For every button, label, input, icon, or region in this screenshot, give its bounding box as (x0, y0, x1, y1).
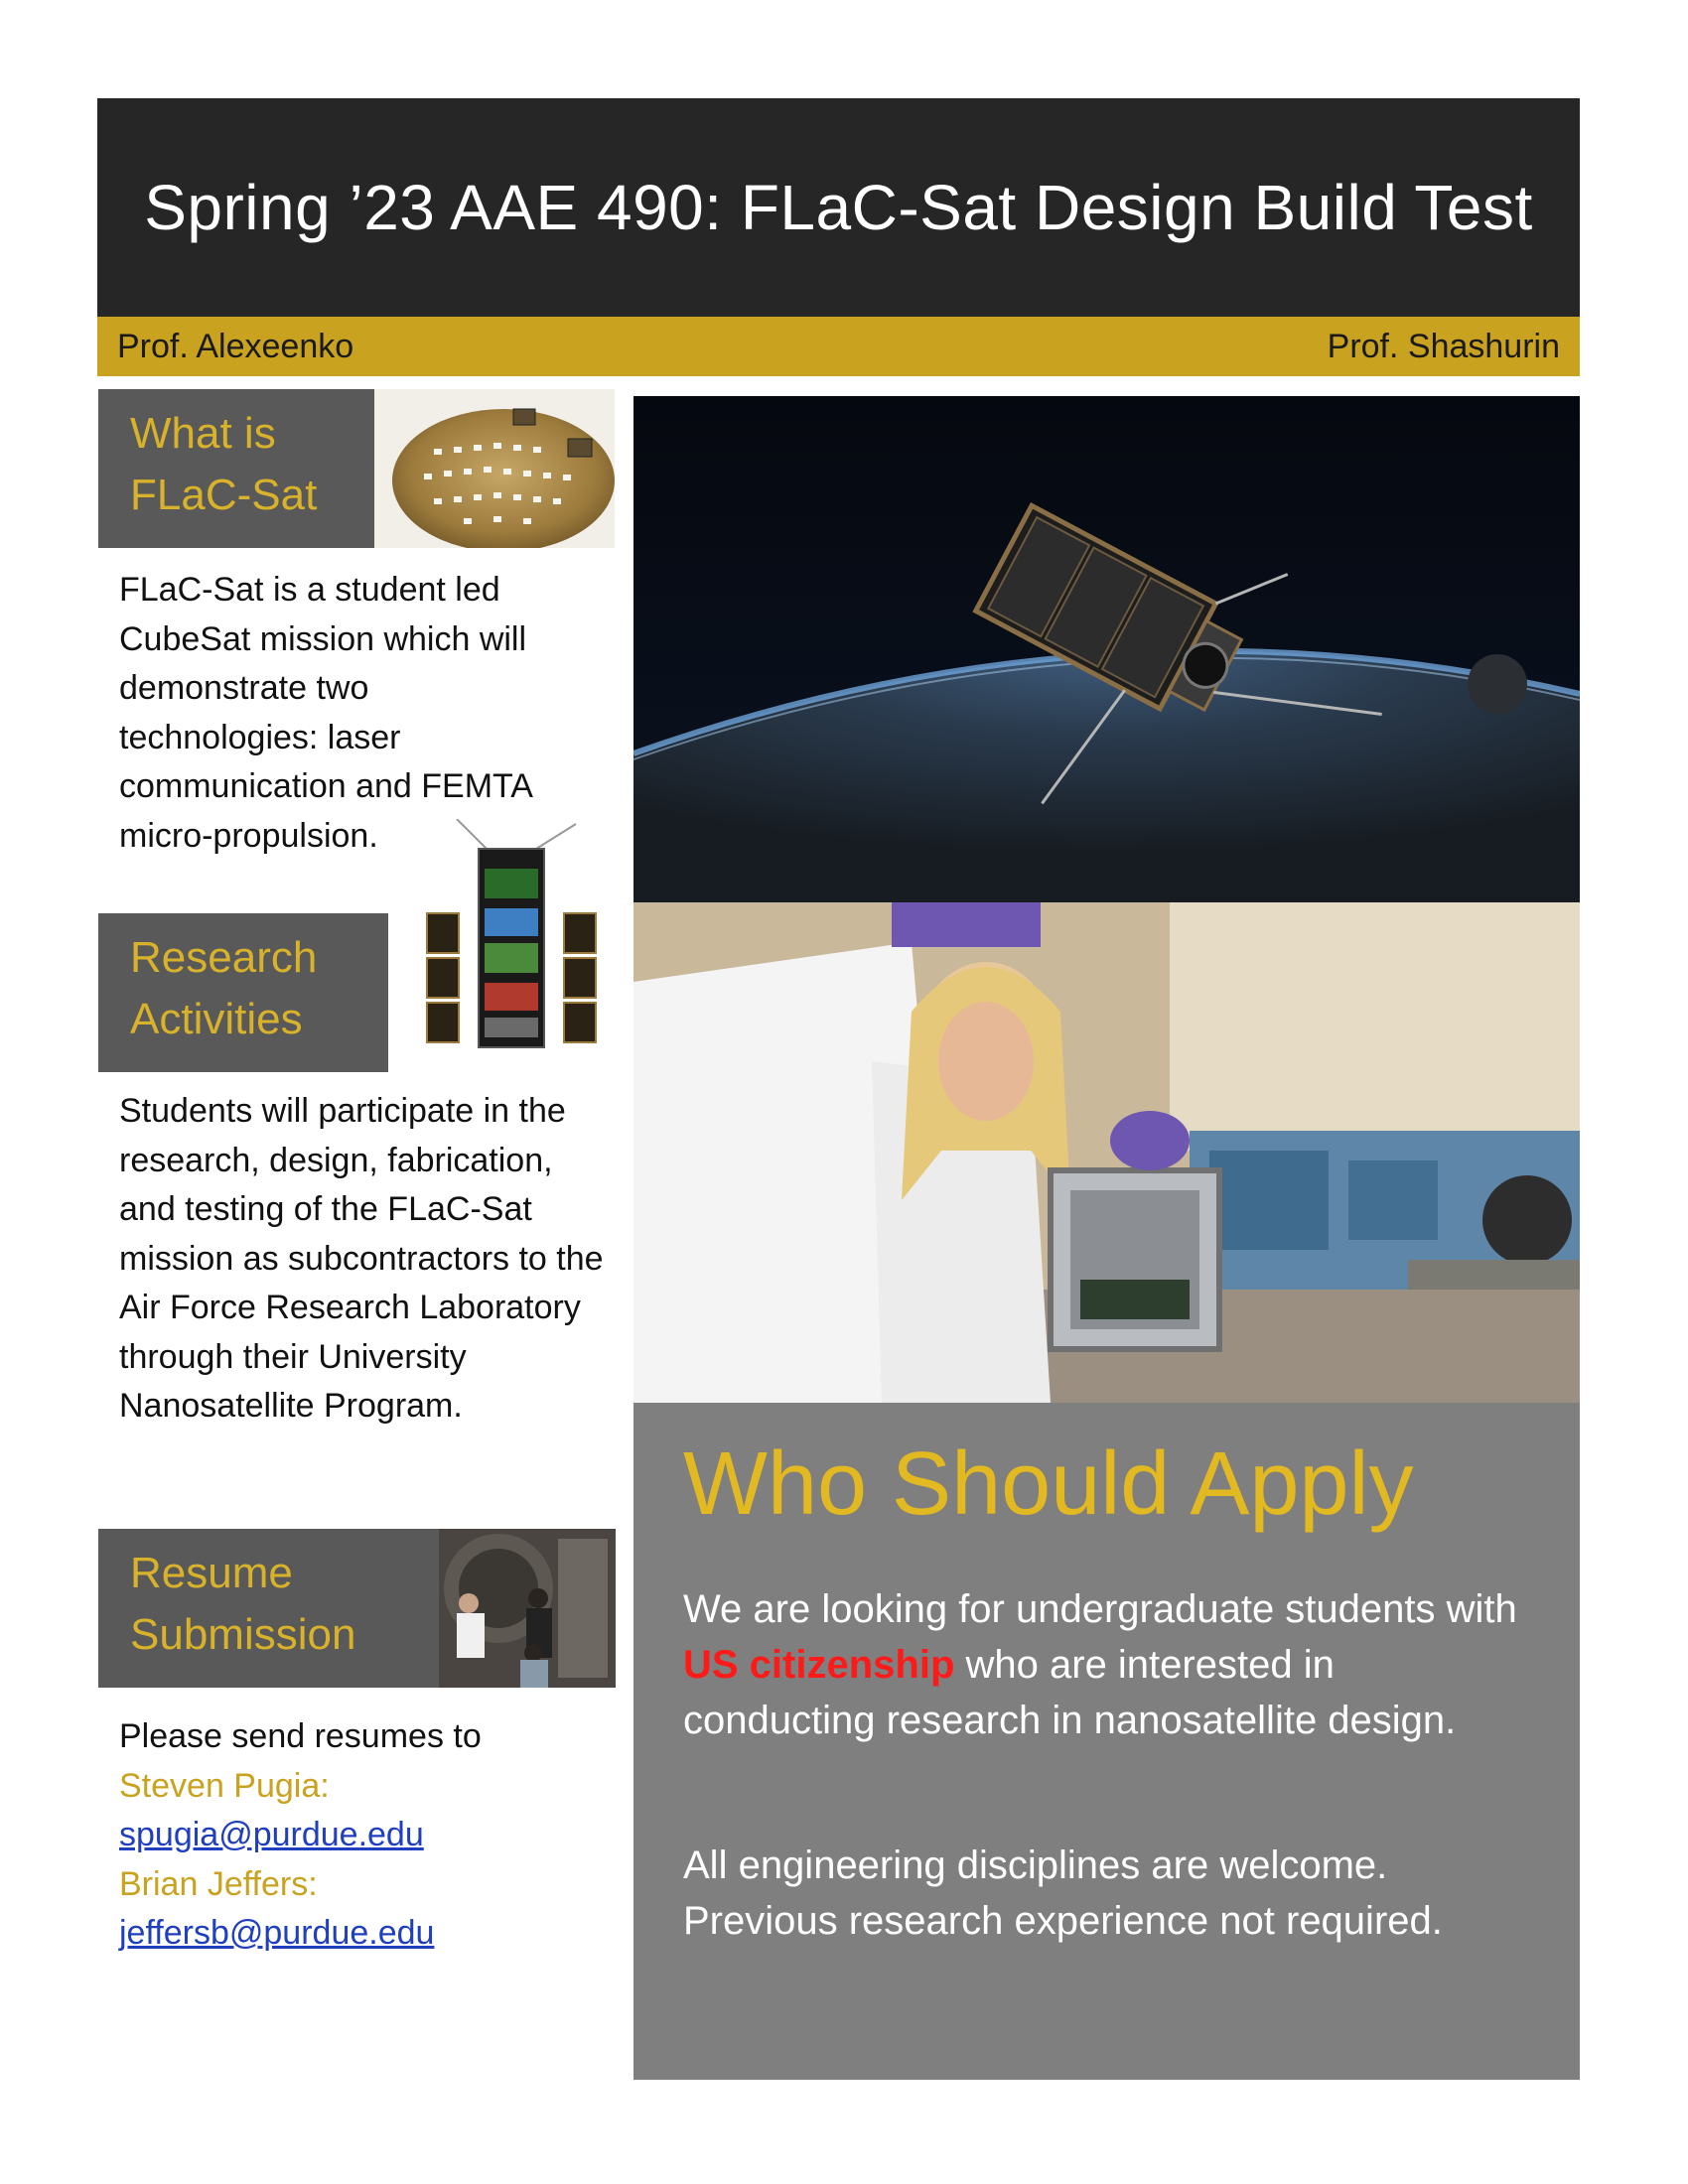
page-header (97, 98, 1580, 317)
professor-right: Prof. Shashurin (1327, 327, 1560, 365)
lab-team-image (439, 1529, 616, 1688)
page-title: Spring ’23 AAE 490: FLaC-Sat Design Build Test (144, 172, 1533, 243)
what-is-text: FLaC-Sat is a student led CubeSat mission which will demonstrate two technologies: laser communication and FEMTA micro-propulsion. (119, 571, 532, 855)
cubesat-exploded-image (417, 819, 606, 1077)
what-is-body (119, 566, 556, 861)
research-heading-line2: Activities (130, 995, 303, 1043)
research-body (119, 1087, 606, 1432)
professor-bar (97, 317, 1580, 376)
what-is-heading-line2: FLaC-Sat (130, 471, 318, 519)
resume-heading (98, 1529, 439, 1688)
professor-left: Prof. Alexeenko (117, 327, 354, 365)
who-should-apply-title: Who Should Apply (683, 1434, 1414, 1534)
apply-paragraph-2-line2: Previous research experience not required. (683, 1899, 1443, 1943)
who-should-apply-panel (633, 1403, 1580, 2080)
resume-heading-line1: Resume (130, 1549, 293, 1597)
research-heading (98, 913, 388, 1072)
apply-paragraph-2-line1: All engineering disciplines are welcome. (683, 1843, 1388, 1887)
email-link-1[interactable]: spugia@purdue.edu (119, 1816, 424, 1853)
lab-researcher-photo (633, 902, 1580, 1403)
contact-name-2: Brian Jeffers: (119, 1864, 318, 1903)
contact-name-1: Steven Pugia: (119, 1766, 330, 1805)
what-is-heading (98, 389, 374, 548)
resume-body (119, 1712, 576, 1959)
wafer-image (374, 389, 615, 548)
apply-paragraph-1 (683, 1581, 1530, 1748)
cubesat-orbit-photo (633, 396, 1580, 902)
apply-text-after: who are interested in conducting research in nanosatellite design. (683, 1643, 1457, 1742)
citizenship-highlight: US citizenship (683, 1643, 955, 1687)
research-text: Students will participate in the research, design, fabrication, and testing of the FLaC-Sat mission as subcontractors to the Air Force Research Laboratory through their University Nanosatellite Program. (119, 1092, 604, 1425)
research-heading-line1: Research (130, 933, 318, 982)
email-link-2[interactable]: jeffersb@purdue.edu (119, 1914, 435, 1952)
apply-text-before: We are looking for undergraduate students with (683, 1587, 1517, 1631)
resume-heading-line2: Submission (130, 1610, 356, 1659)
what-is-heading-line1: What is (130, 409, 276, 458)
resume-intro: Please send resumes to (119, 1717, 482, 1755)
